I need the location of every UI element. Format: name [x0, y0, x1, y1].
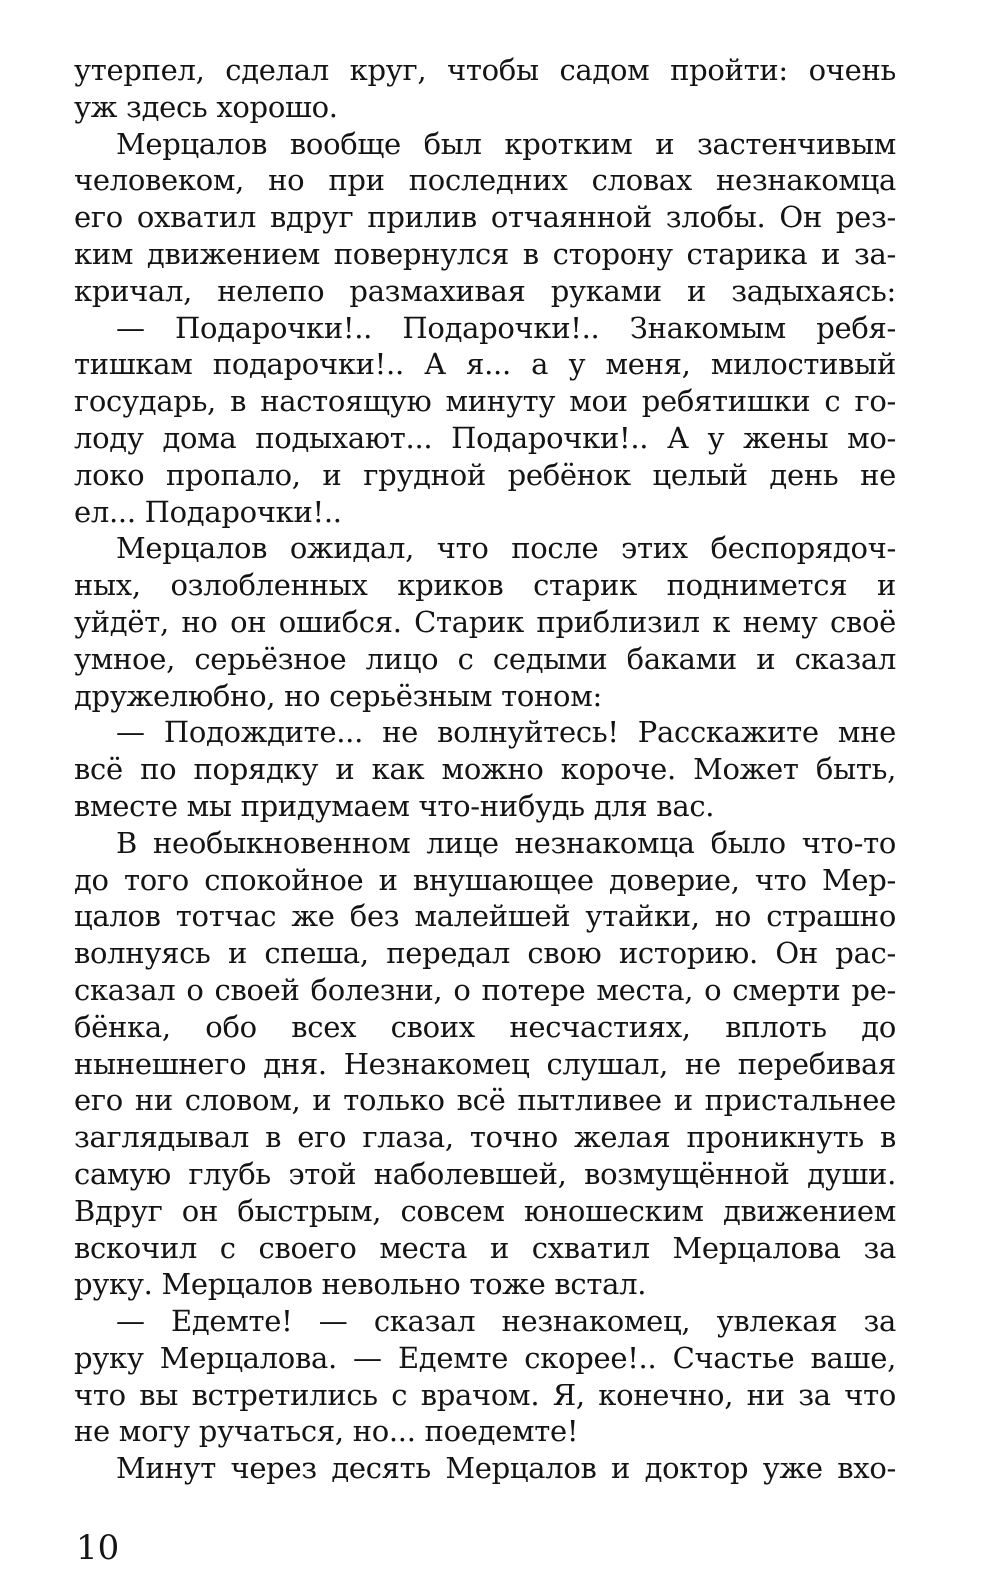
- text-line: вскочил с своего места и схватил Мерцалова за: [74, 1230, 896, 1265]
- text-line: ел... Подарочки!..: [74, 494, 342, 529]
- text-line: волнуясь и спеша, передал свою историю. Он рас-: [74, 936, 896, 971]
- text-line: Вдруг он быстрым, совсем юношеским движением: [74, 1193, 896, 1228]
- paragraph-start-line: В необыкновенном лице незнакомца было что-то: [116, 825, 896, 860]
- text-line: уйдёт, но он ошибся. Старик приблизил к нему своё: [74, 604, 896, 639]
- text-line: тишкам подарочки!.. А я... а у меня, милостивый: [74, 347, 896, 382]
- text-line: ким движением повернулся в сторону старика и за-: [74, 236, 896, 271]
- text-line: утерпел, сделал круг, чтобы садом пройти: очень: [74, 53, 896, 87]
- text-line: его ни словом, и только всё пытливее и пристальнее: [74, 1083, 896, 1118]
- text-line: дружелюбно, но серьёзным тоном:: [74, 678, 602, 713]
- text-line: уж здесь хорошо.: [74, 89, 338, 124]
- text-line: локо пропало, и грудной ребёнок целый день не: [74, 457, 896, 492]
- text-line: цалов тотчас же без малейшей утайки, но страшно: [74, 899, 896, 934]
- text-line: кричал, нелепо размахивая руками и задыхаясь:: [74, 273, 896, 308]
- text-line: нынешнего дня. Незнакомец слушал, не перебивая: [74, 1046, 896, 1081]
- text-line: всё по порядку и как можно короче. Может быть,: [74, 752, 896, 787]
- text-line: его охватил вдруг прилив отчаянной злобы. Он рез-: [74, 200, 896, 235]
- text-line: руку. Мерцалов невольно тоже встал.: [74, 1267, 647, 1302]
- text-line: руку Мерцалова. — Едемте скорее!.. Счастье ваше,: [74, 1340, 896, 1375]
- paragraph-start-line: — Подождите... не волнуйтесь! Расскажите мне: [116, 715, 896, 750]
- text-line: сказал о своей болезни, о потере места, о смерти ре-: [74, 972, 896, 1007]
- paragraph-start-line: — Подарочки!.. Подарочки!.. Знакомым ребя-: [116, 310, 896, 345]
- text-line: человеком, но при последних словах незнакомца: [74, 163, 896, 198]
- text-line: ных, озлобленных криков старик поднимется и: [74, 568, 896, 603]
- text-line: умное, серьёзное лицо с седыми баками и сказал: [74, 641, 896, 676]
- paragraph-start-line: — Едемте! — сказал незнакомец, увлекая за: [116, 1304, 896, 1339]
- paragraph-start-line: Мерцалов ожидал, что после этих беспорядоч-: [116, 531, 896, 566]
- text-line: не могу ручаться, но... поедемте!: [74, 1414, 579, 1449]
- page-number: 10: [76, 1528, 120, 1568]
- text-line: лоду дома подыхают... Подарочки!.. А у жены мо-: [74, 420, 896, 455]
- text-line: вместе мы придумаем что-нибудь для вас.: [74, 788, 715, 823]
- text-line: до того спокойное и внушающее доверие, что Мер-: [74, 862, 896, 897]
- book-page-text: [74, 52, 896, 1487]
- text-line: заглядывал в его глаза, точно желая проникнуть в: [74, 1120, 896, 1155]
- text-line: самую глубь этой наболевшей, возмущённой души.: [74, 1156, 896, 1191]
- paragraph-start-line: Мерцалов вообще был кротким и застенчивым: [116, 126, 896, 161]
- text-line: государь, в настоящую минуту мои ребятишки с го-: [74, 384, 896, 419]
- paragraph-start-line: Минут через десять Мерцалов и доктор уже вхо-: [116, 1451, 896, 1486]
- text-line: что вы встретились с врачом. Я, конечно, ни за что: [74, 1377, 896, 1412]
- text-line: бёнка, обо всех своих несчастиях, вплоть до: [74, 1009, 896, 1044]
